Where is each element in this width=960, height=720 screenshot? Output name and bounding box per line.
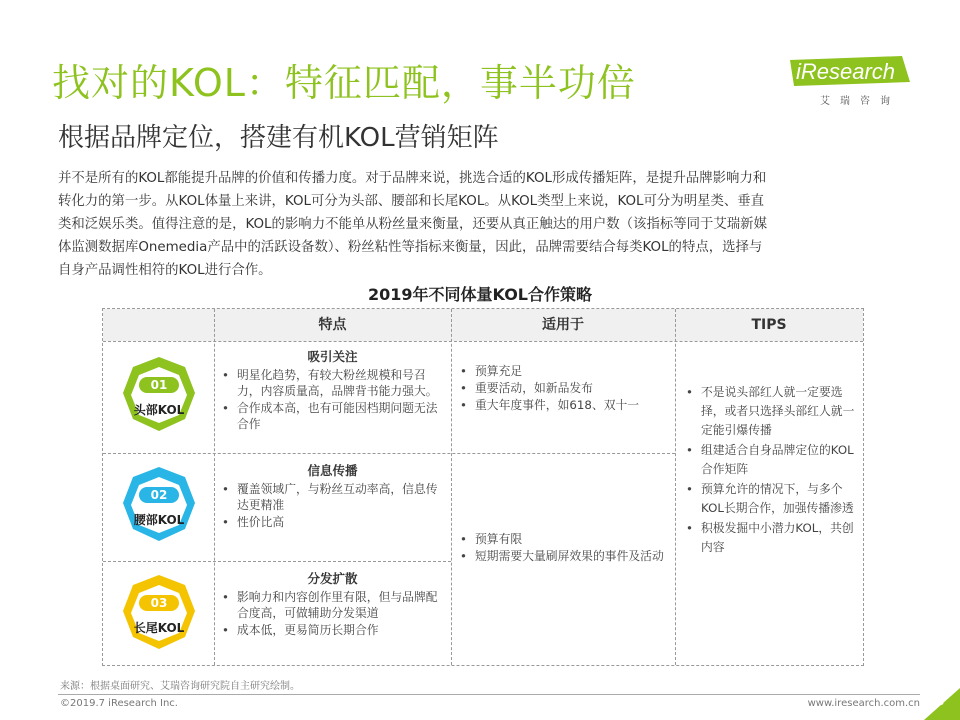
list-item: • 重大年度事件，如618、双十一 (457, 397, 667, 413)
logo-subtext: 艾瑞咨询 (820, 96, 900, 107)
page-number: 8 (937, 694, 944, 709)
feature-title: 信息传播 (307, 463, 358, 478)
header-tips: TIPS (675, 309, 863, 341)
list-item: • 影响力和内容创作里有限，但与品牌配合度高，可做辅助分发渠道 (219, 589, 445, 621)
feature-list (219, 589, 445, 639)
badge-number: 02 (139, 487, 179, 503)
grid-line (103, 341, 863, 342)
header-applicable: 适用于 (451, 309, 675, 341)
list-item: • 短期需要大量刷屏效果的事件及活动 (457, 548, 667, 564)
footer-divider (58, 694, 920, 695)
logo-brand: iResearch (796, 59, 896, 84)
source-note: 来源：根据桌面研究、艾瑞咨询研究院自主研究绘制。 (60, 681, 300, 692)
intro-line: 体监测数据库Onemedia产品中的活跃设备数）、粉丝粘性等指标来衡量，因此，品牌需要结合每类KOL的特点，选择与 (58, 240, 763, 255)
grid-line (103, 561, 451, 562)
list-item: • 覆盖领域广，与粉丝互动率高，信息传达更精准 (219, 481, 445, 513)
badge-number: 03 (139, 595, 179, 611)
badge-label: 头部KOL (133, 403, 185, 417)
page-subtitle: 根据品牌定位，搭建有机KOL营销矩阵 (58, 123, 499, 153)
list-item: • 组建适合自身品牌定位的KOL合作矩阵 (683, 441, 855, 479)
grid-line (675, 309, 676, 665)
list-item: • 不是说头部红人就一定要选择，或者只选择头部红人就一定能引爆传播 (683, 383, 855, 440)
intro-line: 转化力的第一步。从KOL体量上来讲，KOL可分为头部、腰部和长尾KOL。从KOL类型上来说，KOL可分为明星类、垂直 (58, 194, 765, 209)
kol-strategy-table (102, 308, 864, 666)
intro-line: 类和泛娱乐类。值得注意的是，KOL的影响力不能单从粉丝量来衡量，还要从真正触达的用户数（该指标等同于艾瑞新媒 (58, 217, 767, 232)
website-link[interactable]: www.iresearch.com.cn (807, 698, 920, 709)
header-empty-cell (103, 309, 214, 341)
header-features: 特点 (214, 309, 451, 341)
badge-head-kol (121, 355, 197, 439)
list-item: • 合作成本高，也有可能因档期问题无法合作 (219, 400, 445, 432)
copyright-text: ©2019.7 iResearch Inc. (60, 698, 178, 709)
feature-title: 分发扩散 (307, 571, 358, 586)
list-item: • 积极发掘中小潜力KOL，共创内容 (683, 519, 855, 557)
feature-title: 吸引关注 (307, 349, 358, 364)
list-item: • 预算允许的情况下，与多个KOL长期合作，加强传播渗透 (683, 480, 855, 518)
badge-number: 01 (139, 377, 179, 393)
tips-list (683, 383, 855, 558)
octagon-badge-icon (121, 355, 197, 439)
badge-longtail-kol (121, 573, 197, 657)
octagon-badge-icon (121, 573, 197, 657)
feature-list (219, 481, 445, 531)
applicable-list-head (457, 363, 667, 414)
badge-label: 长尾KOL (133, 621, 185, 635)
page-title: 找对的KOL：特征匹配，事半功倍 (52, 61, 636, 105)
list-item: • 重要活动，如新品发布 (457, 380, 667, 396)
applicable-list-waist-longtail (457, 531, 667, 565)
intro-line: 自身产品调性相符的KOL进行合作。 (58, 263, 272, 278)
intro-paragraph (58, 167, 914, 282)
grid-line (103, 453, 675, 454)
octagon-badge-icon (121, 465, 197, 549)
list-item: • 预算有限 (457, 531, 667, 547)
list-item: • 明星化趋势，有较大粉丝规模和号召力，内容质量高，品牌背书能力强大。 (219, 367, 445, 399)
table-title: 2019年不同体量KOL合作策略 (367, 285, 592, 304)
grid-line (451, 309, 452, 665)
list-item: • 预算充足 (457, 363, 667, 379)
badge-waist-kol (121, 465, 197, 549)
badge-label: 腰部KOL (133, 513, 185, 527)
feature-list (219, 367, 445, 433)
iresearch-logo (790, 56, 920, 116)
intro-line: 并不是所有的KOL都能提升品牌的价值和传播力度。对于品牌来说，挑选合适的KOL形成传播矩阵，是提升品牌影响力和 (58, 171, 767, 186)
list-item: • 性价比高 (219, 514, 445, 530)
list-item: • 成本低，更易简历长期合作 (219, 622, 445, 638)
corner-decoration-icon (904, 680, 960, 720)
